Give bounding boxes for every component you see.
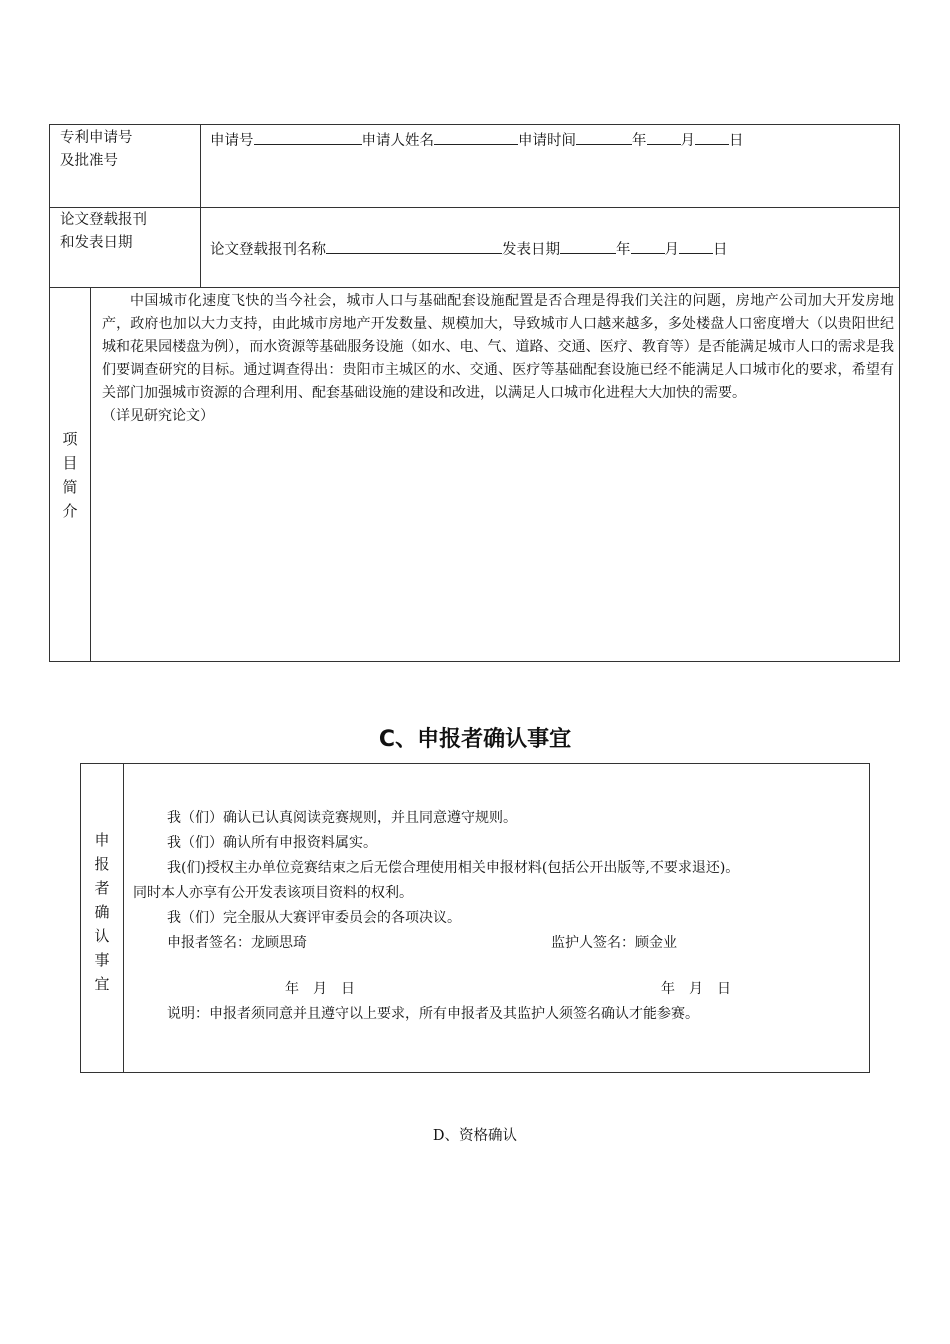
confirm-publish-right-line: 同时本人亦享有公开发表该项目资料的权利。 — [133, 885, 413, 901]
year-label: 年 — [616, 242, 631, 258]
guardian-signature-group — [551, 931, 677, 956]
publish-month-field[interactable] — [631, 238, 665, 254]
day-label: 日 — [713, 242, 728, 258]
month-label: 月 — [664, 242, 679, 258]
paper-label-line2: 和发表日期 — [60, 235, 133, 251]
paper-label — [60, 209, 147, 255]
confirmation-label-char: 事 — [94, 951, 110, 969]
confirm-rules-line: 我（们）确认已认真阅读竞赛规则，并且同意遵守规则。 — [167, 810, 517, 826]
applicant-signature-label: 申报者签名： — [167, 935, 251, 951]
paper-label-line1: 论文登载报刊 — [60, 212, 147, 228]
guardian-date: 年 月 日 — [661, 981, 731, 997]
intro-label-char: 简 — [62, 478, 78, 496]
section-d-title: D、资格确认 — [432, 1128, 518, 1144]
intro-label-char: 介 — [62, 502, 78, 520]
project-intro — [102, 290, 894, 428]
patent-label — [60, 127, 133, 173]
application-day-field[interactable] — [695, 129, 729, 145]
confirmation-table — [80, 763, 870, 1073]
confirmation-label-char: 者 — [94, 879, 110, 897]
row-divider — [50, 207, 899, 208]
confirm-authorization-line: 我(们)授权主办单位竞赛结束之后无偿合理使用相关申报材料(包括公开出版等,不要求退还)。 — [167, 860, 740, 876]
project-info-table — [49, 124, 900, 662]
application-time-label: 申请时间 — [518, 133, 576, 149]
publish-day-field[interactable] — [679, 238, 713, 254]
applicant-date: 年 月 日 — [285, 981, 355, 997]
month-label: 月 — [680, 133, 695, 149]
confirmation-label-char: 报 — [94, 855, 110, 873]
application-year-field[interactable] — [576, 129, 632, 145]
day-label: 日 — [729, 133, 744, 149]
confirmation-label-char: 申 — [94, 831, 110, 849]
confirmation-label — [92, 828, 112, 996]
journal-name-label: 论文登载报刊名称 — [210, 242, 326, 258]
guardian-signature-label: 监护人签名： — [551, 935, 635, 951]
confirmation-label-char: 确 — [94, 903, 110, 921]
confirmation-text — [133, 806, 863, 1027]
patent-label-line1: 专利申请号 — [60, 130, 133, 146]
patent-label-line2: 及批准号 — [60, 153, 118, 169]
application-number-label: 申请号 — [210, 133, 254, 149]
applicant-signature: 龙顾思琦 — [251, 935, 307, 951]
applicant-name-label: 申请人姓名 — [361, 133, 434, 149]
year-label: 年 — [632, 133, 647, 149]
confirmation-note: 说明：申报者须同意并且遵守以上要求，所有申报者及其监护人须签名确认才能参赛。 — [167, 1006, 699, 1022]
confirmation-label-char: 宜 — [94, 975, 110, 993]
paper-fields — [210, 238, 728, 260]
patent-fields — [210, 129, 744, 151]
section-c-title: C、申报者确认事宜 — [378, 727, 572, 752]
application-number-field[interactable] — [254, 129, 362, 145]
journal-name-field[interactable] — [326, 238, 502, 254]
confirmation-label-char: 认 — [94, 927, 110, 945]
guardian-signature: 顾金业 — [635, 935, 677, 951]
column-divider — [90, 287, 91, 661]
publish-date-label: 发表日期 — [502, 242, 560, 258]
confirm-obey-line: 我（们）完全服从大赛评审委员会的各项决议。 — [167, 910, 461, 926]
row-divider — [50, 287, 899, 288]
confirm-truth-line: 我（们）确认所有申报资料属实。 — [167, 835, 377, 851]
intro-paragraph: 中国城市化速度飞快的当今社会，城市人口与基础配套设施配置是否合理是得我们关注的问题，房地产公司加大开发房地产，政府也加以大力支持，由此城市房地产开发数量、规模加大，导致城市人口越来越多，多处楼盘人口密度增大（以贵阳世纪城和花果园楼盘为例），而水资源等基础服务设施（如水、电、气、道路、交通、医疗、教育等）是否能满足城市人口的需求是我们要调查研究的目标。通过调查得出：贵阳市主城区的水、交通、医疗等基础配套设施已经不能满足人口城市化的要求，希望有关部门加强城市资源的合理利用、配套基础设施的建设和改进，以满足人口城市化进程大大加快的需要。 — [102, 293, 894, 401]
intro-label — [60, 427, 80, 523]
column-divider — [123, 764, 124, 1072]
column-divider — [200, 125, 201, 287]
intro-label-char: 目 — [62, 454, 78, 472]
publish-year-field[interactable] — [560, 238, 616, 254]
intro-note: （详见研究论文） — [102, 408, 214, 424]
applicant-name-field[interactable] — [434, 129, 518, 145]
intro-label-char: 项 — [62, 430, 78, 448]
signature-row — [133, 931, 863, 956]
application-month-field[interactable] — [647, 129, 681, 145]
date-row — [133, 977, 863, 1002]
